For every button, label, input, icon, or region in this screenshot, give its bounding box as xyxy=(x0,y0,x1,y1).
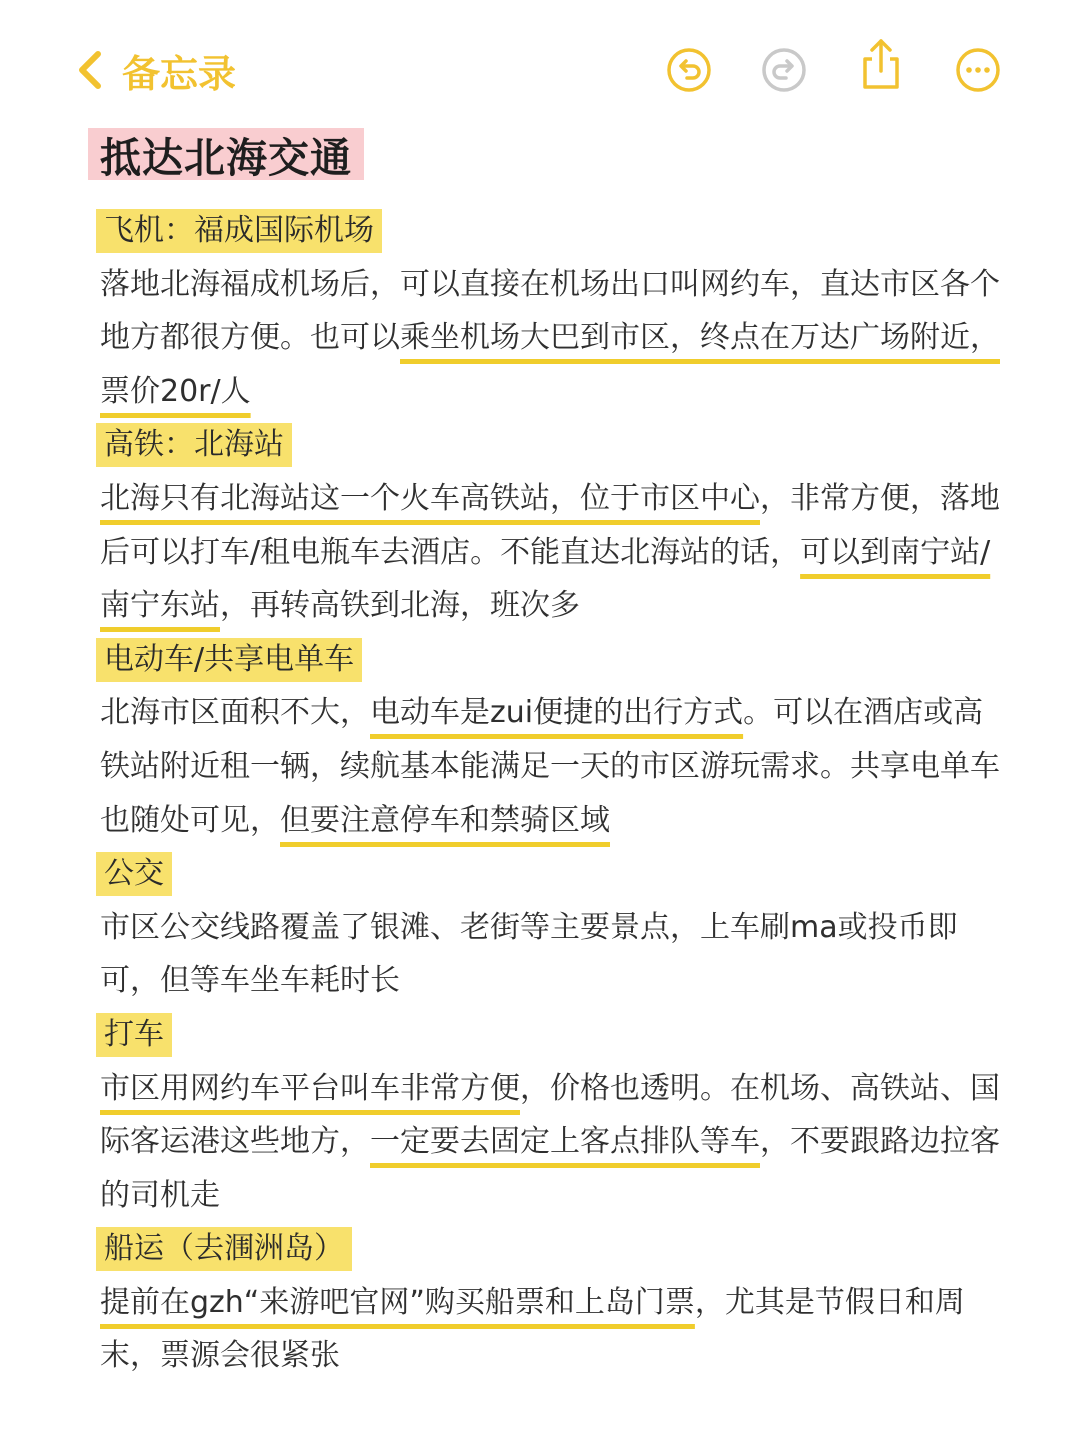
body-text: ，再转高铁到北海，班次多 xyxy=(220,588,580,624)
body-text: ，非常方便，落地后可以打车/租电瓶车去酒店。不能直达北海站的话， xyxy=(100,480,1000,570)
top-toolbar xyxy=(0,0,1080,140)
body-text: ，尤其是节假日和周末，票源会很紧张 xyxy=(100,1284,965,1374)
underlined-text: 可以到南宁站/南宁东站 xyxy=(100,534,991,624)
body-text: ，价格也透明。在机场、高铁站、国际客运港这些地方， xyxy=(100,1070,1000,1160)
chevron-left-icon xyxy=(76,50,102,90)
body-text: ，不要跟路边拉客的司机走 xyxy=(100,1124,1000,1213)
underlined-text: 市区用网约车平台叫车非常方便 xyxy=(100,1070,520,1106)
more-button[interactable] xyxy=(954,46,1002,94)
redo-button[interactable] xyxy=(760,46,808,94)
underlined-text: 但要注意停车和禁骑区域 xyxy=(280,802,610,838)
underlined-text: 乘坐机场大巴到市区，终点在万达广场附近，票价20r/人 xyxy=(100,320,1000,409)
note-title: 抵达北海交通 xyxy=(100,133,352,182)
body-text: 。可以在酒店或高铁站附近租一辆，续航基本能满足一天的市区游玩需求。共享电单车也随处可见， xyxy=(100,695,1000,838)
underlined-text: 提前在gzh“来游吧官网”购买船票和上岛门票 xyxy=(100,1284,695,1320)
share-icon xyxy=(857,37,905,91)
underlined-text: 电动车是zui便捷的出行方式 xyxy=(370,695,744,731)
underlined-text: 北海只有北海站这一个火车高铁站，位于市区中心 xyxy=(100,480,760,516)
section-paragraph xyxy=(100,901,1000,1008)
section-heading: 电动车/共享电单车 xyxy=(96,638,362,682)
section-paragraph xyxy=(100,686,1000,847)
redo-icon xyxy=(760,46,808,94)
body-text: 落地北海福成机场后，可以直接在机场出口叫网约车，直达市区各个地方都很方便。也可以 xyxy=(100,266,1000,356)
undo-button[interactable] xyxy=(665,46,713,94)
back-label: 备忘录 xyxy=(122,51,237,96)
section-paragraph xyxy=(100,472,1000,633)
section-heading: 打车 xyxy=(96,1013,172,1057)
note-body[interactable] xyxy=(100,204,1000,1383)
section-paragraph xyxy=(100,1276,1000,1383)
underlined-text: 一定要去固定上客点排队等车 xyxy=(370,1124,760,1160)
note-title-highlight xyxy=(88,128,364,180)
section-heading: 公交 xyxy=(96,852,172,896)
more-icon xyxy=(954,46,1002,94)
section-heading: 高铁：北海站 xyxy=(96,423,292,467)
section-heading: 飞机：福成国际机场 xyxy=(96,209,382,253)
section-paragraph xyxy=(100,1062,1000,1223)
share-button[interactable] xyxy=(857,40,905,88)
body-text: 北海市区面积不大， xyxy=(100,695,370,731)
body-text: 市区公交线路覆盖了银滩、老街等主要景点，上车刷ma或投币即可，但等车坐车耗时长 xyxy=(100,909,958,999)
section-heading: 船运（去涠洲岛） xyxy=(96,1227,352,1271)
back-button[interactable] xyxy=(76,44,236,96)
section-paragraph xyxy=(100,258,1000,419)
undo-icon xyxy=(665,46,713,94)
